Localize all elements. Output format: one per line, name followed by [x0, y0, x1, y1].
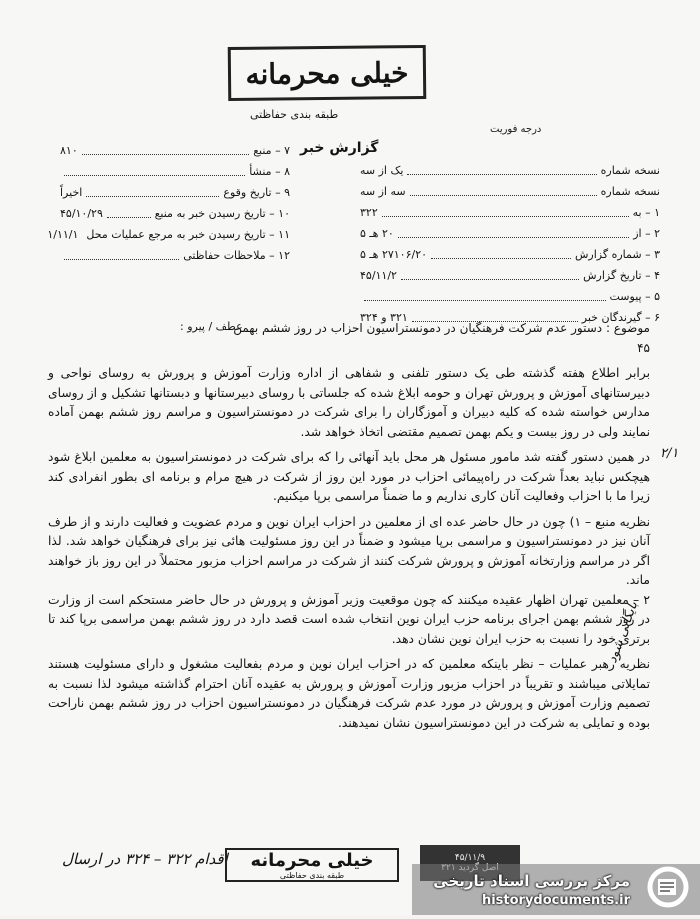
field-row — [60, 182, 290, 203]
field-value: یک از سه — [360, 164, 404, 177]
field-label: نسخه شماره — [600, 185, 660, 198]
field-row — [360, 160, 660, 181]
field-label: ۸ – منشأ — [249, 165, 290, 178]
footer-org-name: مرکز بررسی اسناد تاریخی — [433, 872, 630, 890]
field-value: اخیراً — [60, 186, 83, 199]
field-value: ۸۱۰ — [60, 144, 78, 157]
field-label: نسخه شماره — [600, 164, 660, 177]
field-label: ۹ – تاریخ وقوع — [223, 186, 290, 199]
left-fields — [47, 140, 290, 266]
classification-stamp-bottom — [225, 848, 399, 882]
field-row — [360, 223, 660, 244]
field-label: ۱ – به — [632, 206, 660, 219]
field-label: ۳ – شماره گزارش — [574, 248, 660, 261]
body-paragraph: ۲ – معلمین تهران اظهار عقیده میکنند که چون موقعیت وزیر آموزش و پرورش در حال حاضر مستحکم است از وزارت در روز ششم بهمن اجرای برنامه حزب ایران نوین انتخاب شده است قصد دارد در روز ششم بهمن مراسمی برپا کند تا برتری خود را نسبت به حزب ایران نوین نشان دهد. — [48, 592, 650, 646]
field-row — [60, 140, 290, 161]
handwritten-signature-note: اقدام ۳۲۲ – ۳۲۴ در ارسال — [62, 850, 228, 868]
stamp-text: خیلی محرمانه — [250, 849, 374, 871]
field-row — [47, 224, 290, 245]
field-value: ۲۷۱۰۶/۲۰ هـ ۵ — [360, 248, 428, 261]
field-row — [360, 244, 660, 265]
field-row — [360, 202, 660, 223]
field-label: ۵ – پیوست — [609, 290, 660, 303]
footer-url: historydocuments.ir — [481, 893, 630, 908]
field-label: ۶ – گیرندگان خبر — [581, 311, 660, 324]
field-value: ۳۲۱ و ۳۲۴ — [360, 311, 408, 324]
field-label: ۱۲ – ملاحظات حفاظتی — [183, 249, 290, 262]
receipt-date: ۴۵/۱۱/۹ — [454, 853, 486, 863]
field-value: ۴۵/۱۱/۲ — [360, 269, 397, 282]
field-label: ۱۱ – تاریخ رسیدن خبر به مرجع عملیات محل — [86, 228, 290, 241]
body-paragraph: نظریه رهبر عملیات – نظر باینکه معلمین که در احزاب ایران نوین و مردم بفعالیت مشغول و دارای مسئولیت هستند تمایلاتی میباشند و تقریباً در احزاب مزبور وزارت آموزش و پرورش به عقیده آنان احترام گذاشته میشود لذا نسبت به تصمیم وزارت آموزش و پرورش در مورد عدم شرکت فرهنگیان در دمونستراسیون احزاب در روز ششم بهمن ناراحت بوده و تمایلی به شرکت در این دمونستراسیون نشان نمیدهند. — [48, 657, 650, 730]
classification-stamp: خیلی محرمانه — [228, 45, 427, 101]
field-value: ۳۲۲ — [360, 206, 378, 219]
field-label: ۷ – منبع — [253, 144, 290, 157]
report-title: گزارش خبر — [300, 140, 379, 156]
stamp-subtext: طبقه بندی حفاظتی — [279, 870, 345, 880]
field-row — [360, 265, 660, 286]
field-value: ۲۰ هـ ۵ — [360, 227, 394, 240]
field-value: سه از سه — [360, 185, 406, 198]
classification-subtitle: طبقه بندی حفاظتی — [250, 108, 339, 121]
field-label: ۴ – تاریخ گزارش — [583, 269, 660, 282]
body-paragraph: برابر اطلاع هفته گذشته طی یک دستور تلفنی و شفاهی از اداره وزارت آموزش و پرورش به روسای نواحی و دبیرستانهای آموزش و پرورش تهران و حومه ابلاغ شده که جلساتی با روسای دبیرستانها و دبستانها تشکیل و از روسای مدارس خواسته شده که کلیه دبیران و آموزگاران را برای شرکت در دمونستراسیون و مراسم روز ششم بهمن آماده نمایند ولی در روز بیست و یکم بهمن تصمیم مقتضی اتخاذ خواهد شد. — [48, 366, 650, 439]
field-label: ۱۰ – تاریخ رسیدن خبر به منبع — [154, 207, 290, 220]
reference-label: عطف / پیرو : — [180, 320, 243, 333]
urgency-label: درجه فوریت — [490, 124, 542, 135]
body-paragraph: نظریه منبع – ۱) چون در حال حاضر عده ای از معلمین در احزاب ایران نوین و مردم عضویت و فعالیت دارند و از طرف آنان نیز در دمونستراسیون و مراسمی برپا میشود و ضمناً در این روز مسئولیت هائی نیز برای فرهنگیان خواهد شد. لذا اگر در مراسم وزارتخانه آموزش و پرورش شرکت کنند از شرکت در مراسم احزاب مزبور محتملاً در این روز باز خواهند ماند. — [48, 514, 650, 587]
report-body — [48, 364, 650, 733]
field-label: ۲ – از — [633, 227, 660, 240]
subject-text: دستور عدم شرکت فرهنگیان در دمونستراسیون احزاب در روز ششم بهمن ۴۵ — [233, 321, 650, 355]
body-paragraph: در همین دستور گفته شد مامور مسئول هر محل باید آنهائی را که برای شرکت در دمونستراسیون به معلمین ابلاغ شود هیچکس نباید بعداً شرکت در راه‌پیمائی احزاب در مورد این روز از شرکت در هیچ مرام و برنامه ای بطور انفرادی کند زیرا ما با احزاب وفعالیت آنان کاری نداریم و ما ضمناً مراسمی برپا میکنیم. — [48, 450, 650, 503]
field-row — [360, 286, 660, 307]
field-row — [360, 181, 660, 202]
archive-logo-icon — [644, 866, 692, 908]
field-value: ۱/۱۱/۱ — [47, 228, 79, 241]
subject-label: موضوع : — [605, 321, 650, 335]
subject-block — [230, 318, 650, 358]
margin-note: ۲/۱ — [660, 446, 679, 461]
field-row — [60, 161, 290, 182]
field-value: ۴۵/۱۰/۲۹ — [60, 207, 103, 220]
handwritten-annotation: بایگانی شود — [605, 599, 642, 666]
right-fields — [360, 160, 660, 328]
field-row — [60, 203, 290, 224]
field-row — [60, 245, 290, 266]
